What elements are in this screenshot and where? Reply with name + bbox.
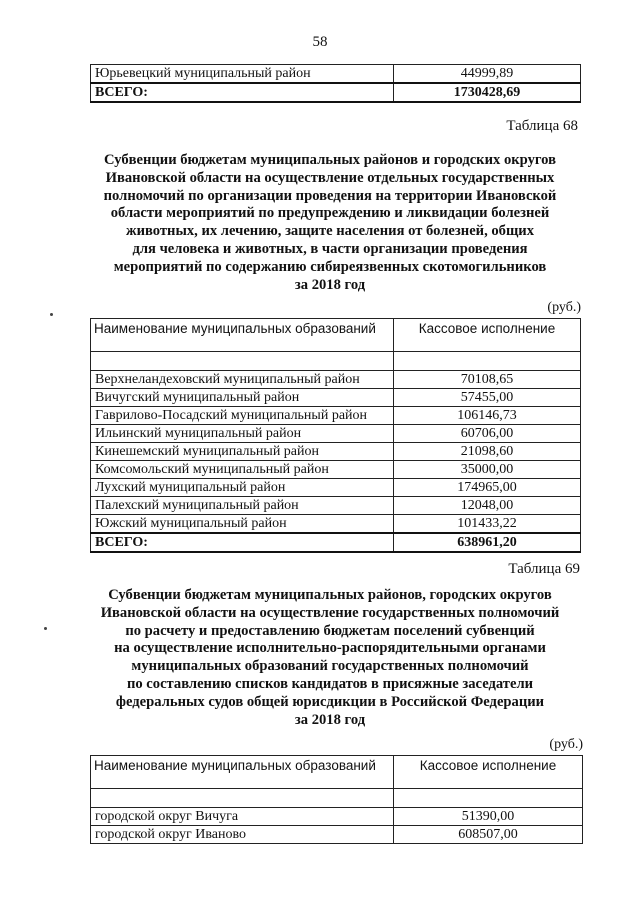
table68-row-name: Ильинский муниципальный район: [91, 425, 394, 443]
table69-col-name: Наименование муниципальных образований: [91, 756, 394, 789]
table68-blank-row: [91, 352, 581, 371]
top-table: [90, 64, 581, 103]
table68-row: [91, 479, 581, 497]
table68-row-value: 57455,00: [394, 389, 581, 407]
table69-row-name: городской округ Иваново: [91, 826, 394, 844]
table68-row-name: Палехский муниципальный район: [91, 497, 394, 515]
table68-heading-line: Субвенции бюджетам муниципальных районов и городских округов: [104, 152, 556, 168]
table68-row-name: Кинешемский муниципальный район: [91, 443, 394, 461]
table69-row-name: городской округ Вичуга: [91, 808, 394, 826]
table68-row-value: 174965,00: [394, 479, 581, 497]
table69-body: [91, 756, 583, 844]
table68-heading: [40, 152, 620, 294]
top-table-total-row: [91, 83, 581, 102]
table68-heading-line: Ивановской области на осуществление отдельных государственных: [105, 169, 555, 186]
table68-row-name: Комсомольский муниципальный район: [91, 461, 394, 479]
table69-heading-line: муниципальных образований государственных полномочий: [131, 658, 529, 675]
table68-row-value: 35000,00: [394, 461, 581, 479]
table69-row: [91, 808, 583, 826]
table69: [90, 755, 583, 844]
table69-heading-line: на осуществление исполнительно-распорядительными органами: [114, 640, 546, 657]
top-table-total-value: 1730428,69: [394, 83, 581, 102]
scan-speck: [50, 313, 53, 316]
table68-row-value: 106146,73: [394, 407, 581, 425]
table68-col-value: Кассовое исполнение: [394, 319, 581, 352]
table68-heading-line: за 2018 год: [294, 276, 366, 293]
top-table-row-value: 44999,89: [394, 65, 581, 84]
table69-row-value: 51390,00: [394, 808, 583, 826]
top-table-body: [91, 65, 581, 103]
table68-row-value: 101433,22: [394, 515, 581, 534]
table69-heading-line: федеральных судов общей юрисдикции в Российской Федерации: [115, 693, 545, 710]
top-table-row-name: Юрьевецкий муниципальный район: [91, 65, 394, 84]
table68-row: [91, 497, 581, 515]
table68-row: [91, 461, 581, 479]
scan-speck: [44, 627, 47, 630]
table69-header-row: [91, 756, 583, 789]
top-table-row: [91, 65, 581, 84]
table68-heading-line: животных, их лечению, защите населения от болезней, общих: [126, 223, 534, 240]
table68-header-row: [91, 319, 581, 352]
table69-unit: (руб.): [549, 737, 583, 752]
table68-row-value: 12048,00: [394, 497, 581, 515]
table68: [90, 318, 581, 553]
table68-body: [91, 319, 581, 553]
table68-row-value: 70108,65: [394, 371, 581, 389]
table69-heading: [40, 587, 620, 729]
table68-row: [91, 515, 581, 534]
table69-row-value: 608507,00: [394, 826, 583, 844]
table69-heading-line: Ивановской области на осуществление государственных полномочий: [100, 604, 560, 621]
table68-row-name: Гаврилово-Посадский муниципальный район: [91, 407, 394, 425]
table68-row: [91, 443, 581, 461]
table68-row-name: Верхнеландеховский муниципальный район: [91, 371, 394, 389]
table68-row-value: 21098,60: [394, 443, 581, 461]
table68-heading-line: полномочий по организации проведения на территории Ивановской: [103, 187, 557, 204]
table69-heading-line: за 2018 год: [294, 711, 366, 728]
table68-row: [91, 371, 581, 389]
table69-row: [91, 826, 583, 844]
table69-col-value: Кассовое исполнение: [394, 756, 583, 789]
table68-row-name: Лухский муниципальный район: [91, 479, 394, 497]
page-number: 58: [312, 34, 328, 50]
top-table-total-label: ВСЕГО:: [91, 83, 394, 102]
table68-label: Таблица 68: [506, 118, 578, 134]
table68-col-name: Наименование муниципальных образований: [91, 319, 394, 352]
table68-row-value: 60706,00: [394, 425, 581, 443]
table68-row: [91, 389, 581, 407]
table69-heading-line: Субвенции бюджетам муниципальных районов, городских округов: [108, 587, 552, 603]
table68-row-name: Южский муниципальный район: [91, 515, 394, 534]
table69-blank-row: [91, 789, 583, 808]
table69-heading-line: по составлению списков кандидатов в присяжные заседатели: [126, 675, 534, 692]
table68-unit: (руб.): [547, 300, 581, 315]
table69-label: Таблица 69: [508, 561, 580, 577]
table68-heading-line: области мероприятий по предупреждению и ликвидации болезней: [110, 205, 550, 222]
table68-total-label: ВСЕГО:: [91, 533, 394, 552]
table68-total-row: [91, 533, 581, 552]
table69-heading-line: по расчету и предоставлению бюджетам поселений субвенций: [125, 622, 535, 639]
table68-row: [91, 407, 581, 425]
table68-total-value: 638961,20: [394, 533, 581, 552]
table68-heading-line: для человека и животных, в части организации проведения: [132, 240, 528, 257]
table68-heading-line: мероприятий по содержанию сибиреязвенных скотомогильников: [113, 258, 547, 275]
table68-row: [91, 425, 581, 443]
table68-row-name: Вичугский муниципальный район: [91, 389, 394, 407]
